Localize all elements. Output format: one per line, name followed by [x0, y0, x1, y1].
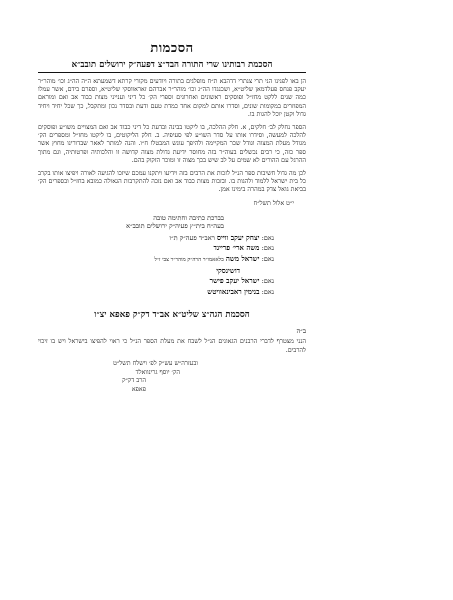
section1-date: י״ט אלול תשל״ח — [253, 199, 294, 207]
section2-paragraph: הנני מצטרף לדברי הרבנים הגאונים הנ״ל לשבח את מעלת הספר הנ״ל כי ראוי להפיצו בישראל ויש בו זיכוי להרבים. — [38, 338, 306, 354]
section2-signature-name: הק׳ יוסף גרינוואלד — [135, 368, 180, 376]
section1-closing — [38, 214, 306, 231]
section2-closing — [38, 360, 306, 395]
signature-prefix: נאם: — [261, 255, 274, 264]
section-spacer — [38, 297, 306, 309]
signature-prefix: נאם: — [261, 287, 274, 296]
section1-paragraph-1: הן באו לפנינו הני תרי צנתרי דדהבא ת״ח מופלגים בתורה ויודעים מקורי קרתא דשמעתא ה״ה הה״ג וכו׳ מוהר״ר יעקב פנחס פעלדמאן שליט״א, ושכנגדו הה״ג וכו׳ מוהר״ר אברהם זאראווסקי שליט״א, וספרם בידם, אשר עמלו כמה שנים ללקט מחז״ל ופוסקים ראשונים ואחרונים וספרי הק׳ כל דיני וענייני מצות כבוד אב ואם ומוראם המפוזרים במקומות שונים, וסדרו אותם למקום אחד כמדת טעם ודעת ובסדר נכון ומתקבל, כך שכל יחיד ויחיד גדול וקטן יוכל להגות בו. — [38, 78, 306, 118]
section2-heading: הסכמת הגה״צ שליט״א אב״ד דק״ק פאפא יצ״ו — [94, 310, 250, 321]
signatures-list — [38, 233, 306, 298]
section2-closing-line: פאפא — [131, 386, 146, 394]
signature-prefix: נאם: — [261, 233, 274, 242]
signature-prefix: נאם: — [261, 277, 274, 286]
signature-name: ישראל יעקב פישר — [209, 276, 260, 286]
section2-bh: ב״ה — [296, 327, 306, 336]
signature — [38, 243, 274, 254]
signature-prefix: נאם: — [261, 244, 274, 253]
signature — [38, 233, 274, 244]
closing-line-1: בברכת כתיבה וחתימה טובה — [153, 213, 224, 222]
signature-name: יצחק יעקב ווייס — [217, 232, 260, 242]
signature-title: בלאאמו״ר הרה״ק מוהר״ר צבי ז״ל — [154, 257, 224, 264]
signature-name: בנימין ראבינאוויטש — [207, 286, 260, 296]
signature-title: ראב״ד פעה״ק ת״ו — [169, 233, 215, 242]
section1-paragraph-2: הספר נחלק לב׳ חלקים, א. חלק ההלכה, בו ליקטו בבינה ובדעת כל דיני כבוד אב ואם המצויים משו״ע ופוסקים להלכה למעשה, וסידרו אותו על סדר השו״ע לפי סעיפיה. ב. חלק הליקוטים, בו ליקטו מחז״ל ומספרים הק׳ מגודל מעלת המצוה וגודל שכר המקיימה ולהיפך עונש המבטלו ח״ו. והנה למותר לאאר שבדורינו מחוץ אשר ספר כזה, כי רבים נכשלים בעוה״ר בזה מחוסר ידיעת גדולת מצוה קדושה זו והלכותיה ופרטותיה, וגם מתוך ההרגל עם ההורים לא שמים על לב שיש בכך מצוה זו ומוכר הזקוק בהם. — [38, 124, 306, 164]
signature-name: דושינסקי — [216, 265, 240, 275]
signature-continuation — [38, 266, 274, 277]
page-title: הסכמות — [150, 41, 194, 56]
signature — [38, 254, 274, 266]
section2-closing-line: ובעזרה״ש עש״ק לפ׳ וישלח תשל״ט — [113, 359, 198, 367]
section2-closing-line: הרב דק״ק — [122, 377, 146, 385]
section1-paragraph-3: לכן מה גדול חשיבות ספר הנ״ל לזכות את הרבים בזה וידיעו ויתקנו עמכם שיזכו להגיעה לאורה ויפיצו אותו בקרב כל בית ישראל ללמוד ולהגות בו. ובזכות מצות כבוד אב ואם נזכה להתקרבות הגאולה כמובא בחז״ל ובספרים הק׳ בביאת גואל צדק במהרה בימינו אמן. — [38, 170, 306, 194]
closing-line-2: בעה״ח בית״ץ פעיה״ק ירושלים תובב״א — [126, 222, 224, 231]
signature — [38, 287, 274, 298]
signature-name: ישראל משה — [225, 254, 260, 264]
signature — [38, 276, 274, 287]
signature-name: משה ארי׳ פריינד — [213, 243, 260, 253]
approbations-block — [38, 40, 306, 588]
section1-heading: הסכמת רבותינו שרי התורה הבד״צ דפעה״ק ירושלים תובב״א — [38, 59, 306, 73]
